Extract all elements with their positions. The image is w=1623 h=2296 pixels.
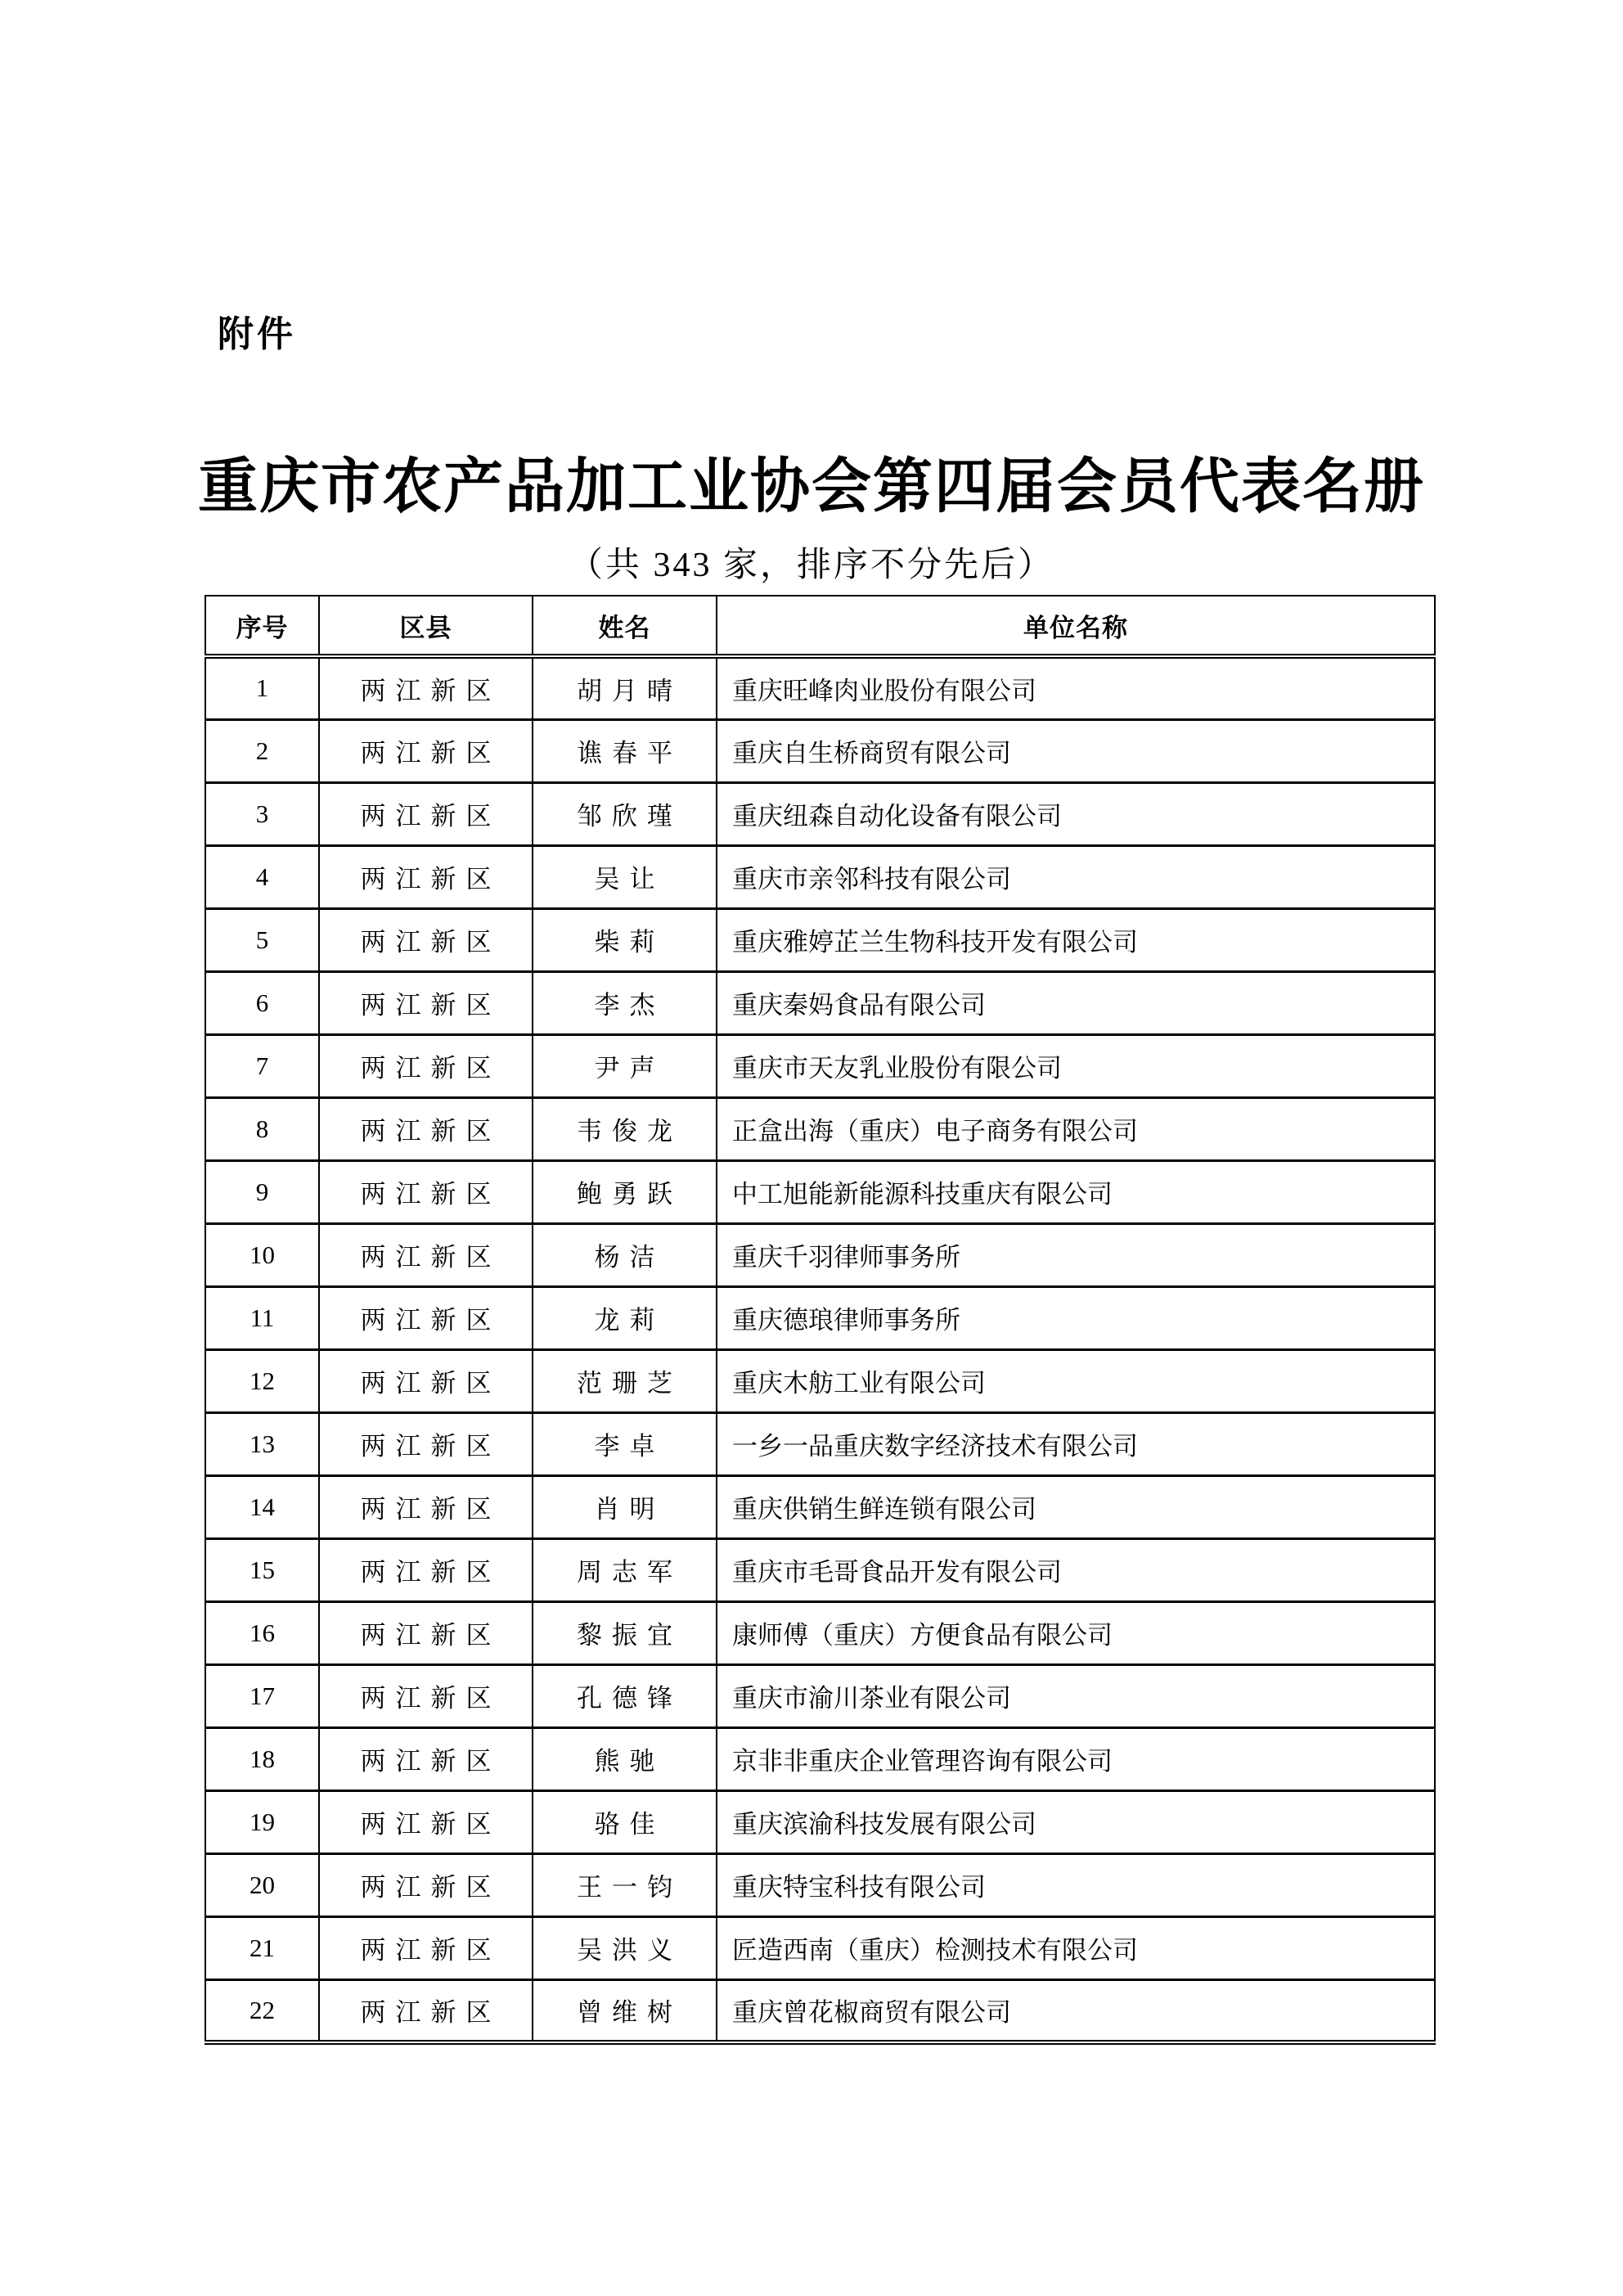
cell-name bbox=[533, 1538, 717, 1601]
table-row bbox=[205, 656, 1435, 719]
district-text: 两江新区 bbox=[360, 1558, 501, 1587]
district-text: 两江新区 bbox=[360, 1306, 501, 1335]
page-subtitle: （共 343 家，排序不分先后） bbox=[568, 547, 1054, 584]
cell-district bbox=[319, 656, 533, 719]
cell-district bbox=[319, 1727, 533, 1790]
cell-serial-number: 2 bbox=[205, 719, 319, 782]
cell-company: 一乡一品重庆数字经济技术有限公司 bbox=[717, 1412, 1435, 1475]
district-text: 两江新区 bbox=[360, 1369, 501, 1398]
name-text: 龙莉 bbox=[594, 1306, 665, 1335]
name-text: 吴洪义 bbox=[577, 1936, 682, 1965]
cell-company: 重庆市毛哥食品开发有限公司 bbox=[717, 1538, 1435, 1601]
cell-serial-number: 8 bbox=[205, 1097, 319, 1160]
district-text: 两江新区 bbox=[360, 1243, 501, 1272]
cell-district bbox=[319, 1286, 533, 1349]
cell-district bbox=[319, 1916, 533, 1979]
name-text: 肖明 bbox=[594, 1495, 665, 1524]
cell-serial-number: 7 bbox=[205, 1034, 319, 1097]
cell-district bbox=[319, 1664, 533, 1727]
cell-district bbox=[319, 782, 533, 845]
district-text: 两江新区 bbox=[360, 1432, 501, 1461]
district-text: 两江新区 bbox=[360, 991, 501, 1020]
cell-serial-number: 9 bbox=[205, 1160, 319, 1223]
cell-company: 重庆雅婷芷兰生物科技开发有限公司 bbox=[717, 908, 1435, 971]
cell-company: 匠造西南（重庆）检测技术有限公司 bbox=[717, 1916, 1435, 1979]
district-text: 两江新区 bbox=[360, 1810, 501, 1839]
cell-company: 重庆市亲邻科技有限公司 bbox=[717, 845, 1435, 908]
cell-company: 重庆市天友乳业股份有限公司 bbox=[717, 1034, 1435, 1097]
cell-name bbox=[533, 1979, 717, 2042]
table-row bbox=[205, 1097, 1435, 1160]
district-text: 两江新区 bbox=[360, 1998, 501, 2028]
name-text: 杨洁 bbox=[594, 1243, 665, 1272]
cell-name bbox=[533, 1601, 717, 1664]
name-text: 吴让 bbox=[594, 865, 665, 894]
district-text: 两江新区 bbox=[360, 1747, 501, 1776]
cell-serial-number: 15 bbox=[205, 1538, 319, 1601]
name-text: 邹欣瑾 bbox=[577, 802, 682, 831]
table-row bbox=[205, 782, 1435, 845]
cell-company: 重庆秦妈食品有限公司 bbox=[717, 971, 1435, 1034]
roster-body bbox=[205, 656, 1435, 2042]
table-row bbox=[205, 1601, 1435, 1664]
district-text: 两江新区 bbox=[360, 1873, 501, 1902]
cell-district bbox=[319, 845, 533, 908]
cell-name bbox=[533, 1916, 717, 1979]
name-text: 范珊芝 bbox=[577, 1369, 682, 1398]
cell-company: 重庆旺峰肉业股份有限公司 bbox=[717, 656, 1435, 719]
cell-name bbox=[533, 782, 717, 845]
cell-serial-number: 11 bbox=[205, 1286, 319, 1349]
table-row bbox=[205, 1412, 1435, 1475]
name-text: 李卓 bbox=[594, 1432, 665, 1461]
name-text: 李杰 bbox=[594, 991, 665, 1020]
cell-serial-number: 21 bbox=[205, 1916, 319, 1979]
table-header-row bbox=[205, 596, 1435, 656]
district-text: 两江新区 bbox=[360, 865, 501, 894]
cell-district bbox=[319, 1034, 533, 1097]
cell-serial-number: 16 bbox=[205, 1601, 319, 1664]
name-text: 韦俊龙 bbox=[577, 1117, 682, 1146]
cell-serial-number: 17 bbox=[205, 1664, 319, 1727]
table-row bbox=[205, 1727, 1435, 1790]
cell-company: 正盒出海（重庆）电子商务有限公司 bbox=[717, 1097, 1435, 1160]
cell-district bbox=[319, 1979, 533, 2042]
cell-district bbox=[319, 1790, 533, 1853]
table-row bbox=[205, 1475, 1435, 1538]
cell-serial-number: 3 bbox=[205, 782, 319, 845]
table-row bbox=[205, 719, 1435, 782]
cell-name bbox=[533, 656, 717, 719]
name-text: 柴莉 bbox=[594, 928, 665, 957]
name-text: 熊驰 bbox=[594, 1747, 665, 1776]
table-row bbox=[205, 971, 1435, 1034]
district-text: 两江新区 bbox=[360, 1180, 501, 1209]
attachment-label: 附件 bbox=[218, 314, 296, 354]
cell-district bbox=[319, 1853, 533, 1916]
cell-company: 重庆自生桥商贸有限公司 bbox=[717, 719, 1435, 782]
cell-serial-number: 14 bbox=[205, 1475, 319, 1538]
cell-company: 重庆特宝科技有限公司 bbox=[717, 1853, 1435, 1916]
header-name: 姓名 bbox=[533, 596, 717, 656]
cell-name bbox=[533, 1727, 717, 1790]
district-text: 两江新区 bbox=[360, 928, 501, 957]
cell-name bbox=[533, 719, 717, 782]
district-text: 两江新区 bbox=[360, 676, 501, 705]
cell-name bbox=[533, 1664, 717, 1727]
cell-district bbox=[319, 1412, 533, 1475]
cell-name bbox=[533, 1160, 717, 1223]
district-text: 两江新区 bbox=[360, 1621, 501, 1650]
table-row bbox=[205, 1349, 1435, 1412]
name-text: 骆佳 bbox=[594, 1810, 665, 1839]
cell-district bbox=[319, 1538, 533, 1601]
cell-company: 中工旭能新能源科技重庆有限公司 bbox=[717, 1160, 1435, 1223]
cell-serial-number: 10 bbox=[205, 1223, 319, 1286]
cell-district bbox=[319, 1223, 533, 1286]
cell-name bbox=[533, 908, 717, 971]
header-company: 单位名称 bbox=[717, 596, 1435, 656]
cell-company: 重庆曾花椒商贸有限公司 bbox=[717, 1979, 1435, 2042]
cell-serial-number: 18 bbox=[205, 1727, 319, 1790]
cell-company: 重庆供销生鲜连锁有限公司 bbox=[717, 1475, 1435, 1538]
district-text: 两江新区 bbox=[360, 1495, 501, 1524]
cell-company: 康师傅（重庆）方便食品有限公司 bbox=[717, 1601, 1435, 1664]
cell-serial-number: 1 bbox=[205, 656, 319, 719]
cell-district bbox=[319, 1349, 533, 1412]
cell-name bbox=[533, 1223, 717, 1286]
header-district: 区县 bbox=[319, 596, 533, 656]
name-text: 胡月晴 bbox=[577, 676, 682, 705]
table-row bbox=[205, 1853, 1435, 1916]
cell-serial-number: 5 bbox=[205, 908, 319, 971]
cell-name bbox=[533, 1853, 717, 1916]
name-text: 孔德锋 bbox=[577, 1684, 682, 1713]
cell-district bbox=[319, 1097, 533, 1160]
table-row bbox=[205, 1538, 1435, 1601]
cell-district bbox=[319, 908, 533, 971]
cell-name bbox=[533, 845, 717, 908]
district-text: 两江新区 bbox=[360, 1054, 501, 1083]
cell-serial-number: 12 bbox=[205, 1349, 319, 1412]
cell-name bbox=[533, 1475, 717, 1538]
cell-company: 重庆木舫工业有限公司 bbox=[717, 1349, 1435, 1412]
cell-name bbox=[533, 1097, 717, 1160]
table-row bbox=[205, 1160, 1435, 1223]
cell-company: 重庆千羽律师事务所 bbox=[717, 1223, 1435, 1286]
name-text: 曾维树 bbox=[577, 1998, 682, 2028]
cell-district bbox=[319, 971, 533, 1034]
district-text: 两江新区 bbox=[360, 1684, 501, 1713]
cell-name bbox=[533, 1034, 717, 1097]
table-row bbox=[205, 845, 1435, 908]
cell-name bbox=[533, 1790, 717, 1853]
district-text: 两江新区 bbox=[360, 802, 501, 831]
cell-serial-number: 20 bbox=[205, 1853, 319, 1916]
page-title: 重庆市农产品加工业协会第四届会员代表名册 bbox=[198, 453, 1425, 520]
district-text: 两江新区 bbox=[360, 1117, 501, 1146]
cell-serial-number: 13 bbox=[205, 1412, 319, 1475]
cell-company: 重庆滨渝科技发展有限公司 bbox=[717, 1790, 1435, 1853]
table-row bbox=[205, 908, 1435, 971]
cell-district bbox=[319, 1601, 533, 1664]
name-text: 周志军 bbox=[577, 1558, 682, 1587]
cell-company: 重庆纽森自动化设备有限公司 bbox=[717, 782, 1435, 845]
cell-name bbox=[533, 1349, 717, 1412]
table-row bbox=[205, 1223, 1435, 1286]
cell-serial-number: 4 bbox=[205, 845, 319, 908]
name-text: 黎振宜 bbox=[577, 1621, 682, 1650]
name-text: 尹声 bbox=[594, 1054, 665, 1083]
cell-district bbox=[319, 719, 533, 782]
name-text: 鲍勇跃 bbox=[577, 1180, 682, 1209]
name-text: 谯春平 bbox=[577, 739, 682, 768]
cell-serial-number: 6 bbox=[205, 971, 319, 1034]
cell-company: 重庆德琅律师事务所 bbox=[717, 1286, 1435, 1349]
cell-district bbox=[319, 1160, 533, 1223]
cell-district bbox=[319, 1475, 533, 1538]
cell-serial-number: 22 bbox=[205, 1979, 319, 2042]
district-text: 两江新区 bbox=[360, 1936, 501, 1965]
cell-name bbox=[533, 1286, 717, 1349]
cell-name bbox=[533, 971, 717, 1034]
cell-serial-number: 19 bbox=[205, 1790, 319, 1853]
table-row bbox=[205, 1286, 1435, 1349]
cell-name bbox=[533, 1412, 717, 1475]
name-text: 王一钧 bbox=[577, 1873, 682, 1902]
district-text: 两江新区 bbox=[360, 739, 501, 768]
table-row bbox=[205, 1664, 1435, 1727]
table-row bbox=[205, 1916, 1435, 1979]
cell-company: 京非非重庆企业管理咨询有限公司 bbox=[717, 1727, 1435, 1790]
header-serial-number: 序号 bbox=[205, 596, 319, 656]
member-roster-table bbox=[205, 595, 1436, 2045]
table-row bbox=[205, 1034, 1435, 1097]
table-row bbox=[205, 1790, 1435, 1853]
table-row bbox=[205, 1979, 1435, 2042]
cell-company: 重庆市渝川茶业有限公司 bbox=[717, 1664, 1435, 1727]
